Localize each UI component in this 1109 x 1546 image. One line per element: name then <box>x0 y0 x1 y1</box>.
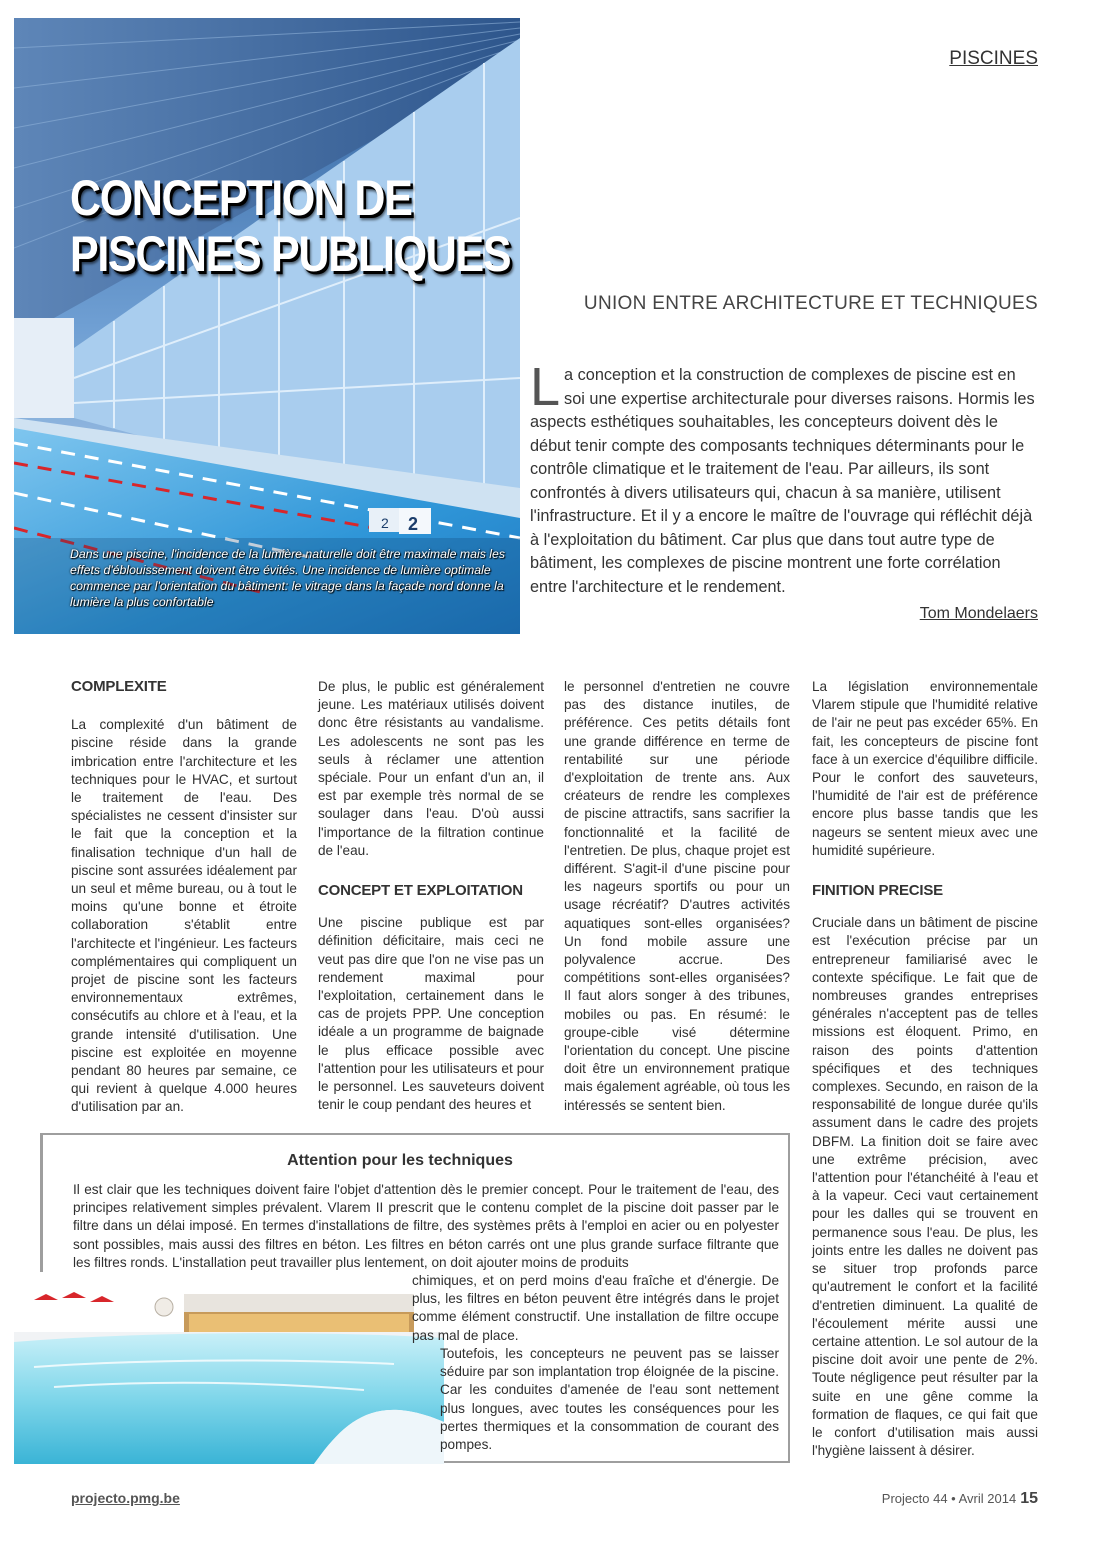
title-line-1: CONCEPTION DE <box>70 170 412 226</box>
issue-label: Projecto 44 • Avril 2014 <box>881 1491 1017 1506</box>
heading-complexite: COMPLEXITE <box>71 678 167 695</box>
author-name: Tom Mondelaers <box>919 605 1038 622</box>
footer-issue <box>882 1490 1038 1508</box>
finition-text: Cruciale dans un bâtiment de piscine est l'exécution précise par un entrepreneur familiarisé avec le contexte spécifique. Le fait que de nombreuses grandes entreprises générales n'acceptent pas de telles missions est éloquent. Primo, en raison des points d'attention spécifiques et des techniques complexes. Secundo, en raison de la responsabilité de longue durée qu'ils assument dans le cadre des projets DBFM. La finition doit se faire avec une extrême précision, avec l'attention pour l'étanchéité à l'eau et à la vapeur. Ceci vaut certainement pour les dalles qui se trouvent en permanence sous l'eau. De plus, les joints entre les dalles ne doivent pas se situer trop profonds parce qu'autrement le confort et la facilité d'entretien diminuent. La qualité de l'écoulement mérite aussi une certaine attention. Le sol autour de la piscine doit avoir une pente de 2%. Toute négligence peut résulter par la suite en une gêne comme la formation de flaques, ce qui fait que le confort d'utilisation mais aussi l'hygiène laissent à désirer. <box>812 915 1038 1459</box>
block-number-2: 2 <box>408 514 419 534</box>
box-text-bottom: Toutefois, les concepteurs ne peuvent pas se laisser séduire par son implantation trop éloignée de la piscine. Car les conduites d'amenée de l'eau sont nettement plus longues, avec toutes les conséquences pour les pertes thermiques et la consommation de courant des pompes. <box>440 1346 779 1453</box>
section-label: PISCINES <box>949 48 1038 69</box>
box-text-top: Il est clair que les techniques doivent faire l'objet d'attention dès le premier concept. Pour le traitement de l'eau, des principes relativement simples prévalent. Vlarem II prescrit que le contenu complet de la piscine doit passer par le filtre dans un délai imposé. En termes d'installations de filtre, des systèmes prêts à l'emploi en acier ou en polyester sont possibles, mais aussi des filtres en béton. Les filtres en béton carrés ont une plus grande surface filtrante que les filtres ronds. L'installation peut travailler plus lentement, on doit ajouter moins de produits <box>73 1182 779 1270</box>
footer-website-link[interactable]: projecto.pmg.be <box>71 1490 180 1506</box>
intro-text: a conception et la construction de complexes de piscine est en soi une expertise architecturale pour diverses raisons. Hormis les aspects esthétiques souhaitables, les concepteurs doivent dès le début tenir compte des composants techniques déterminants pour le contrôle climatique et le traitement de l'eau. Par ailleurs, ils sont confrontés à divers utilisateurs qui, chacun à sa manière, utilisent l'infrastructure. Et il y a encore le maître de l'ouvrage qui réfléchit déjà à l'exploitation du bâtiment. Car plus que dans tout autre type de bâtiment, les complexes de piscine montrent une forte corrélation entre l'architecture et le rendement. <box>530 366 1035 596</box>
column-2 <box>318 678 544 1114</box>
column-3 <box>564 678 790 1115</box>
indoor-pool-illustration <box>14 18 520 634</box>
column-3-text: le personnel d'entretien ne couvre pas des distance inutiles, de préférence. Ces petits détails font une grande différence en terme de rentabilité sur une période d'exploitation de trente ans. Aux créateurs de rendre les complexes de piscine attractifs, sans sacrifier la fonctionnalité et la facilité de l'entretien. De plus, chaque projet est différent. S'agit-il d'une piscine pour les nageurs sportifs ou pour un usage récréatif? D'autres activités aquatiques sont-elles organisées? Un fond mobile assure une polyvalence accrue. Des compétitions sont-elles organisées? Il faut alors songer à des tribunes, mobiles ou pas. En résumé: le groupe-cible visé détermine l'orientation du concept. Une piscine doit être un environnement pratique mais également agréable, où tous les intéressés se sentent bien. <box>564 679 790 1113</box>
subtitle: UNION ENTRE ARCHITECTURE ET TECHNIQUES <box>583 293 1038 314</box>
drop-cap: L <box>530 357 561 417</box>
photo-caption: Dans une piscine, l'incidence de la lumière naturelle doit être maximale mais les effets d'éblouissement doivent être évités. Une incidence de lumière optimale commence par l'orientation du bâtiment: le vitrage dans la façade nord donne la lumière la plus confortable <box>70 547 506 609</box>
complexite-text: La complexité d'un bâtiment de piscine réside dans la grande imbrication entre l'architecture et les techniques pour le HVAC, et surtout le traitement de l'eau. Des spécialistes ne cessent d'insister sur le fait que la conception et la finalisation technique d'un hall de piscine sont assurées idéalement par un seul et même bureau, ou à tout le moins qu'une bonne et étroite collaboration s'établit entre l'architecte et l'ingénieur. Les facteurs complémentaires qui compliquent un projet de piscine sont les facteurs environnementaux extrêmes, consécutifs au chlore et à l'eau, et la grande intensité d'utilisation. Une piscine est exploitée en moyenne pendant 80 heures par semaine, ce qui revient à quelque 4.000 heures d'utilisation par an. <box>71 717 297 1115</box>
pool-photo <box>14 18 520 634</box>
outdoor-pool-illustration <box>14 1272 444 1464</box>
outdoor-pool-photo <box>14 1272 444 1464</box>
page-title <box>70 170 510 282</box>
intro-paragraph <box>530 357 1040 599</box>
column-4-text: La législation environnementale Vlarem stipule que l'humidité relative de l'air ne peut pas excéder 65%. En fait, les concepteurs de piscine font face à un exercice d'équilibre difficile. Pour le confort des sauveteurs, l'humidité de l'air est de préférence encore plus basse tandis que les nageurs se sentent mieux avec une humidité supérieure. <box>812 679 1038 858</box>
column-4 <box>812 678 1038 1460</box>
column-2-text: De plus, le public est généralement jeune. Les matériaux utilisés doivent donc être résistants au vandalisme. Les adolescents ne sont pas les seuls à réclamer une attention spéciale. Pour un enfant d'un an, il est par exemple très normal de se soulager dans l'eau. D'où aussi l'importance de la filtration continue de l'eau. <box>318 679 544 858</box>
title-line-2: PISCINES PUBLIQUES <box>70 226 511 282</box>
column-1 <box>71 678 297 1117</box>
page-number: 15 <box>1020 1490 1038 1507</box>
box-text-middle: chimiques, et on perd moins d'eau fraîche et d'énergie. De plus, les filtres en béton peuvent être intégrés dans le projet comme élément constructif. Une installation de filtre occupe pas mal de place. <box>412 1273 779 1343</box>
block-number-1: 2 <box>381 515 389 531</box>
heading-finition: FINITION PRECISE <box>812 882 943 900</box>
concept-text: Une piscine publique est par définition déficitaire, mais ceci ne veut pas dire que l'on ne vise pas un rendement maximal pour l'exploitation, certainement dans le cas de projets PPP. Une conception idéale a un programme de baignade le plus efficace possible avec l'attention pour les utilisateurs et pour le personnel. Les sauveteurs doivent tenir le coup pendant des heures et <box>318 915 544 1113</box>
heading-concept: CONCEPT ET EXPLOITATION <box>318 882 523 900</box>
box-title: Attention pour les techniques <box>287 1152 513 1169</box>
